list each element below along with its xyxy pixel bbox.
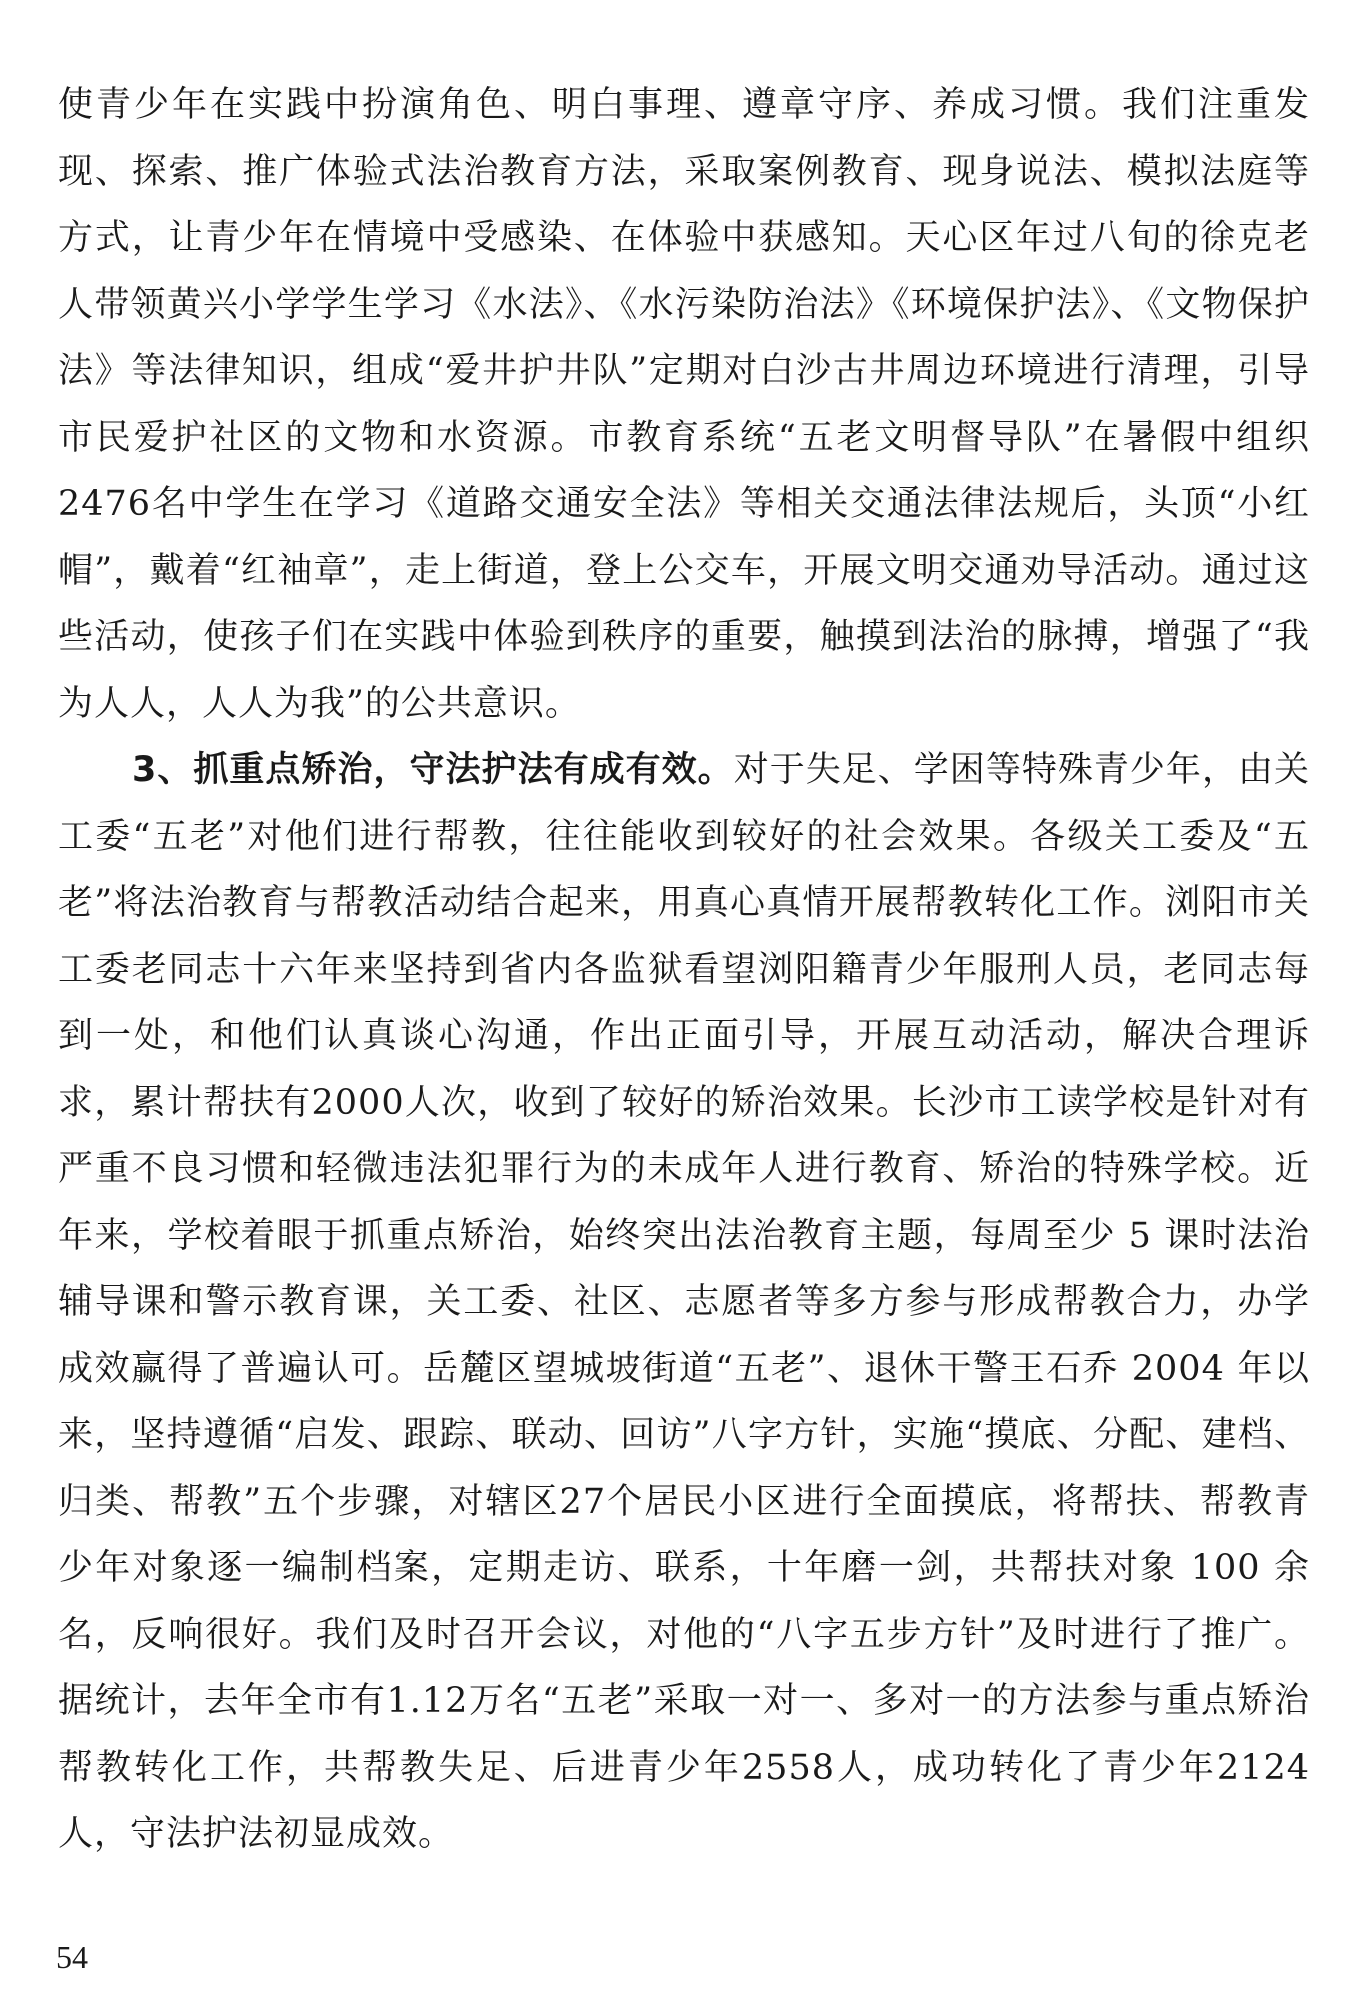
paragraph-continuation: [58, 72, 1310, 737]
page-number: 54: [56, 1939, 88, 1975]
section-heading: 3、抓重点矫治，守法护法有成有效。: [132, 750, 734, 790]
paragraph-text: 对于失足、学困等特殊青少年，由关工委“五老”对他们进行帮教，往往能收到较好的社会效果。各级关工委及“五老”将法治教育与帮教活动结合起来，用真心真情开展帮教转化工作。浏阳市关工委老同志十六年来坚持到省内各监狱看望浏阳籍青少年服刑人员，老同志每到一处，和他们认真谈心沟通，作出正面引导，开展互动活动，解决合理诉求，累计帮扶有2000人次，收到了较好的矫治效果。长沙市工读学校是针对有严重不良习惯和轻微违法犯罪行为的未成年人进行教育、矫治的特殊学校。近年来，学校着眼于抓重点矫治，始终突出法治教育主题，每周至少 5 课时法治辅导课和警示教育课，关工委、社区、志愿者等多方参与形成帮教合力，办学成效赢得了普遍认可。岳麓区望城坡街道“五老”、退休干警王石乔 2004 年以来，坚持遵循“启发、跟踪、联动、回访”八字方针，实施“摸底、分配、建档、归类、帮教”五个步骤，对辖区27个居民小区进行全面摸底，将帮扶、帮教青少年对象逐一编制档案，定期走访、联系，十年磨一剑，共帮扶对象 100 余名，反响很好。我们及时召开会议，对他的“八字五步方针”及时进行了推广。据统计，去年全市有1.12万名“五老”采取一对一、多对一的方法参与重点矫治帮教转化工作，共帮教失足、后进青少年2558人，成功转化了青少年2124人，守法护法初显成效。: [58, 750, 1310, 1854]
paragraph-text: 使青少年在实践中扮演角色、明白事理、遵章守序、养成习惯。我们注重发现、探索、推广体验式法治教育方法，采取案例教育、现身说法、模拟法庭等方式，让青少年在情境中受感染、在体验中获感知。天心区年过八旬的徐克老人带领黄兴小学学生学习《水法》、《水污染防治法》《环境保护法》、《文物保护法》等法律知识，组成“爱井护井队”定期对白沙古井周边环境进行清理，引导市民爱护社区的文物和水资源。市教育系统“五老文明督导队”在暑假中组织2476名中学生在学习《道路交通安全法》等相关交通法律法规后，头顶“小红帽”，戴着“红袖章”，走上街道，登上公交车，开展文明交通劝导活动。通过这些活动，使孩子们在实践中体验到秩序的重要，触摸到法治的脉搏，增强了“我为人人，人人为我”的公共意识。: [58, 85, 1310, 724]
paragraph-section-3: [58, 737, 1310, 1868]
body-text: [58, 72, 1310, 1868]
